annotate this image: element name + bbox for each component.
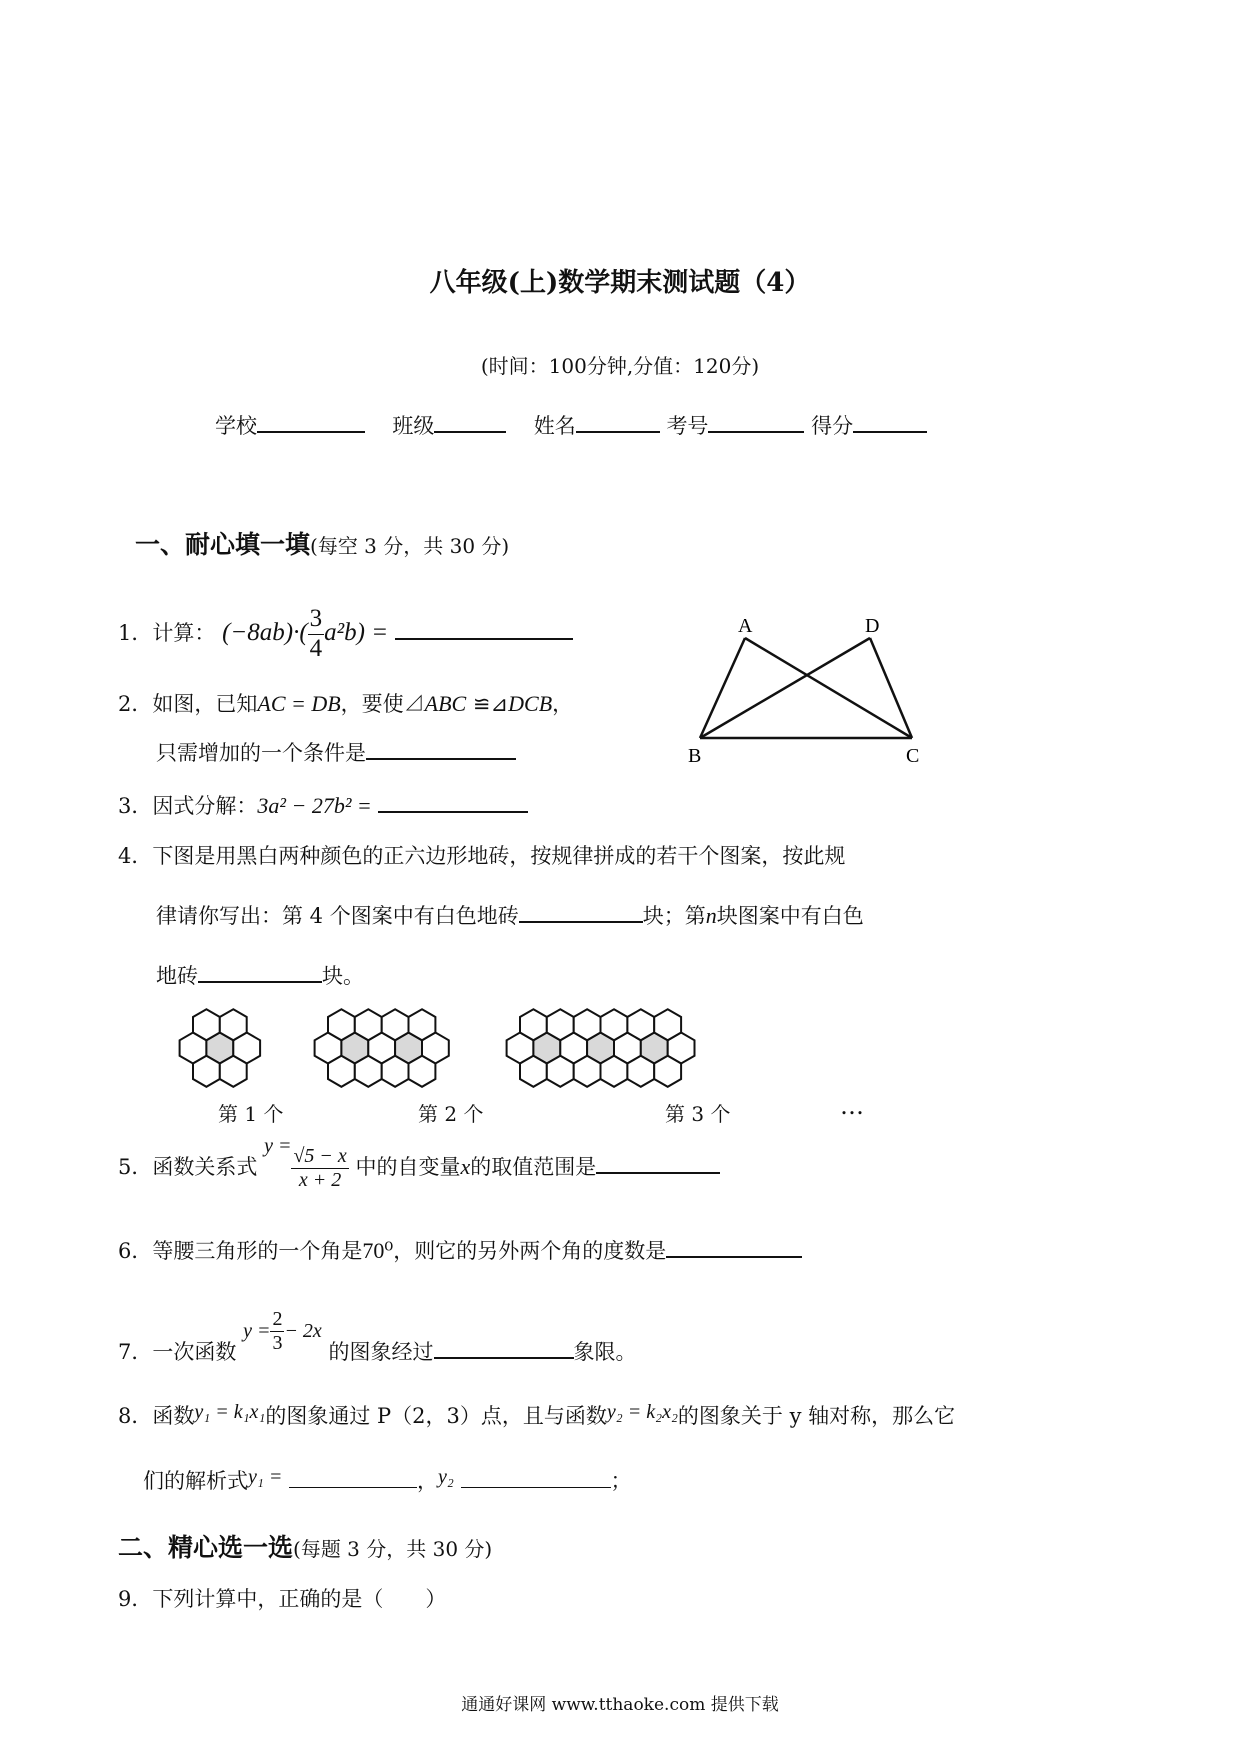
q1-number: 1． — [118, 620, 153, 645]
q8-number: 8． — [118, 1404, 153, 1428]
question-8-line1 — [118, 1400, 955, 1430]
page-subtitle: (时间：100分钟,分值：120分) — [480, 354, 760, 378]
white-hexagon-tile — [654, 1009, 681, 1040]
q2-math-dcb: DCB — [508, 691, 553, 716]
q3-text: 因式分解： — [152, 794, 258, 818]
question-4-line3 — [156, 960, 364, 990]
school-label: 学校 — [215, 414, 257, 438]
q1-answer-blank[interactable] — [395, 618, 573, 640]
q1-frac-den: 4 — [309, 634, 323, 662]
q8-text-a: 函数 — [152, 1404, 195, 1428]
page-title: 八年级(上)数学期末测试题（4） — [429, 268, 811, 298]
section2-heading — [118, 1528, 492, 1564]
q5-fraction — [291, 1145, 348, 1192]
pattern-caption-2: 第 2 个 — [418, 1102, 484, 1126]
q2-text-line2: 只需增加的一个条件是 — [156, 741, 366, 765]
q6-angle: 70⁰ — [362, 1238, 394, 1263]
pattern-caption-3: 第 3 个 — [665, 1102, 731, 1126]
q2-text-c: ， — [552, 692, 574, 716]
segment-db — [700, 638, 870, 738]
q5-y-equals: y = — [264, 1135, 292, 1157]
q8-blank-y2[interactable] — [461, 1473, 611, 1488]
white-hexagon-tile — [220, 1009, 247, 1040]
page-footer: 通通好课网 www.tthaoke.com 提供下载 — [461, 1695, 779, 1715]
exam-id-blank[interactable] — [708, 411, 804, 433]
white-hexagon-tile — [601, 1056, 628, 1087]
q4-text-line2b: 块；第 — [642, 904, 706, 928]
q5-math-x: x — [460, 1154, 471, 1179]
q2-math-ac-db: AC = DB — [257, 691, 341, 716]
q9-text: 下列计算中，正确的是（ ） — [152, 1587, 447, 1611]
q3-number: 3． — [118, 794, 153, 818]
q1-expr-left: (−8ab)·( — [222, 618, 308, 646]
label-c: C — [906, 745, 920, 767]
white-hexagon-tile — [220, 1056, 247, 1087]
q8-text-c: 的图象关于 y 轴对称，那么它 — [677, 1404, 956, 1428]
q5-number: 5． — [118, 1155, 153, 1179]
white-hexagon-tile — [601, 1009, 628, 1040]
q5-frac-num: √5 − x — [293, 1145, 347, 1167]
white-hexagon-tile — [382, 1056, 409, 1087]
q2-text-b: ，要使⊿ — [340, 692, 425, 716]
white-hexagon-tile — [355, 1009, 382, 1040]
score-blank[interactable] — [853, 411, 927, 433]
q1-frac-num: 3 — [308, 605, 325, 635]
q6-answer-blank[interactable] — [666, 1236, 802, 1258]
q4-blank-1[interactable] — [519, 901, 643, 923]
white-hexagon-tile — [355, 1056, 382, 1087]
q3-answer-blank[interactable] — [378, 791, 528, 813]
question-7 — [118, 1308, 637, 1377]
q7-answer-blank[interactable] — [434, 1337, 574, 1359]
white-hexagon-tile — [547, 1009, 574, 1040]
info-row — [215, 410, 927, 440]
q7-text-b: 的图象经过 — [328, 1340, 434, 1364]
q5-frac-den: x + 2 — [298, 1169, 342, 1191]
q4-text-line3a: 地砖 — [156, 964, 198, 988]
section1-note: (每空 3 分，共 30 分) — [310, 534, 510, 558]
white-hexagon-tile — [193, 1009, 220, 1040]
white-hexagon-tile — [547, 1056, 574, 1087]
question-5 — [118, 1135, 720, 1192]
class-label: 班级 — [392, 414, 435, 438]
q5-text-c: 的取值范围是 — [470, 1155, 597, 1179]
q2-math-abc: ABC — [424, 691, 467, 716]
white-hexagon-tile — [520, 1009, 547, 1040]
exam-id-label: 考号 — [666, 414, 709, 438]
q4-text-line2c: 块图案中有白色 — [716, 904, 864, 928]
q8-blank-y1[interactable] — [289, 1473, 417, 1488]
q4-math-n: n — [705, 903, 717, 928]
q5-text-b: 中的自变量 — [355, 1155, 461, 1179]
q6-text-b: ，则它的另外两个角的度数是 — [393, 1239, 667, 1263]
q4-text-line2a: 律请你写出：第 4 个图案中有白色地砖 — [156, 904, 519, 928]
q5-answer-blank[interactable] — [596, 1152, 720, 1174]
question-4-line2 — [156, 900, 864, 930]
pattern-ellipsis: … — [840, 1092, 864, 1120]
q1-text: 计算： — [152, 620, 216, 645]
white-hexagon-tile — [627, 1056, 654, 1087]
q8-separator: ， — [417, 1469, 439, 1493]
q8-y2: y₂ — [438, 1466, 454, 1488]
segment-ab — [700, 638, 745, 738]
white-hexagon-tile — [627, 1009, 654, 1040]
q7-number: 7． — [118, 1340, 153, 1364]
question-9 — [118, 1583, 446, 1613]
score-label: 得分 — [811, 414, 854, 438]
question-3 — [118, 790, 528, 820]
q6-text-a: 等腰三角形的一个角是 — [152, 1239, 363, 1263]
q8-y1: y₁ = — [248, 1466, 283, 1488]
q2-congruent-symbol: ≌ — [472, 692, 491, 716]
hexagon-tiles — [180, 1009, 695, 1087]
q7-frac-num: 2 — [272, 1308, 283, 1330]
q8-function-1: y₁ = k₁x₁ — [194, 1401, 266, 1423]
label-b: B — [688, 745, 702, 767]
white-hexagon-tile — [328, 1009, 355, 1040]
q1-expr-right: a²b) = — [324, 618, 389, 646]
q8-text-line2: 们的解析式 — [143, 1469, 248, 1493]
question-4-line1 — [118, 840, 845, 870]
white-hexagon-tile — [382, 1009, 409, 1040]
label-d: D — [865, 615, 880, 637]
q1-fraction — [308, 605, 325, 664]
hexagon-patterns — [170, 1000, 730, 1100]
question-2-line1 — [118, 688, 573, 718]
question-6 — [118, 1235, 802, 1265]
white-hexagon-tile — [409, 1056, 436, 1087]
question-8-line2 — [143, 1465, 632, 1495]
white-hexagon-tile — [574, 1056, 601, 1087]
white-hexagon-tile — [409, 1009, 436, 1040]
q7-fraction — [270, 1308, 284, 1355]
q4-blank-2[interactable] — [198, 961, 322, 983]
q6-number: 6． — [118, 1239, 153, 1263]
q8-end: ； — [610, 1469, 632, 1493]
q3-expr: 3a² − 27b² = — [257, 793, 372, 818]
question-2-line2 — [156, 737, 516, 767]
white-hexagon-tile — [574, 1009, 601, 1040]
section2-note: (每题 3 分，共 30 分) — [293, 1537, 493, 1561]
section1-heading — [135, 525, 509, 561]
segment-dc — [870, 638, 912, 738]
q4-text-line1: 下图是用黑白两种颜色的正六边形地砖，按规律拼成的若干个图案，按此规 — [152, 844, 846, 868]
q2-triangle-symbol: ⊿ — [490, 692, 509, 716]
pattern-caption-1: 第 1 个 — [218, 1102, 284, 1126]
q2-answer-blank[interactable] — [366, 738, 516, 760]
q7-text-a: 一次函数 — [152, 1340, 237, 1364]
class-blank[interactable] — [434, 411, 506, 433]
white-hexagon-tile — [654, 1056, 681, 1087]
q7-text-c: 象限。 — [573, 1340, 637, 1364]
q8-function-2: y₂ = k₂x₂ — [606, 1401, 678, 1423]
q2-number: 2． — [118, 692, 153, 716]
q7-expr-tail: − 2x — [284, 1320, 322, 1342]
q2-text-a: 如图，已知 — [152, 692, 258, 716]
q4-text-line3b: 块。 — [322, 964, 364, 988]
white-hexagon-tile — [193, 1056, 220, 1087]
section2-title: 二、精心选一选 — [118, 1533, 294, 1562]
segment-ac — [745, 638, 912, 738]
q8-text-b: 的图象通过 P（2，3）点，且与函数 — [265, 1404, 607, 1428]
q7-y-equals: y = — [243, 1320, 271, 1342]
name-blank[interactable] — [576, 411, 660, 433]
label-a: A — [738, 615, 753, 637]
question-1 — [118, 605, 573, 664]
q9-number: 9． — [118, 1587, 153, 1611]
name-label: 姓名 — [533, 414, 576, 438]
q5-text-a: 函数关系式 — [152, 1155, 258, 1179]
school-blank[interactable] — [257, 411, 365, 433]
q4-number: 4． — [118, 844, 153, 868]
white-hexagon-tile — [520, 1056, 547, 1087]
white-hexagon-tile — [328, 1056, 355, 1087]
q7-frac-den: 3 — [272, 1332, 283, 1354]
triangle-figure — [680, 610, 930, 770]
section1-title: 一、耐心填一填 — [135, 530, 311, 559]
